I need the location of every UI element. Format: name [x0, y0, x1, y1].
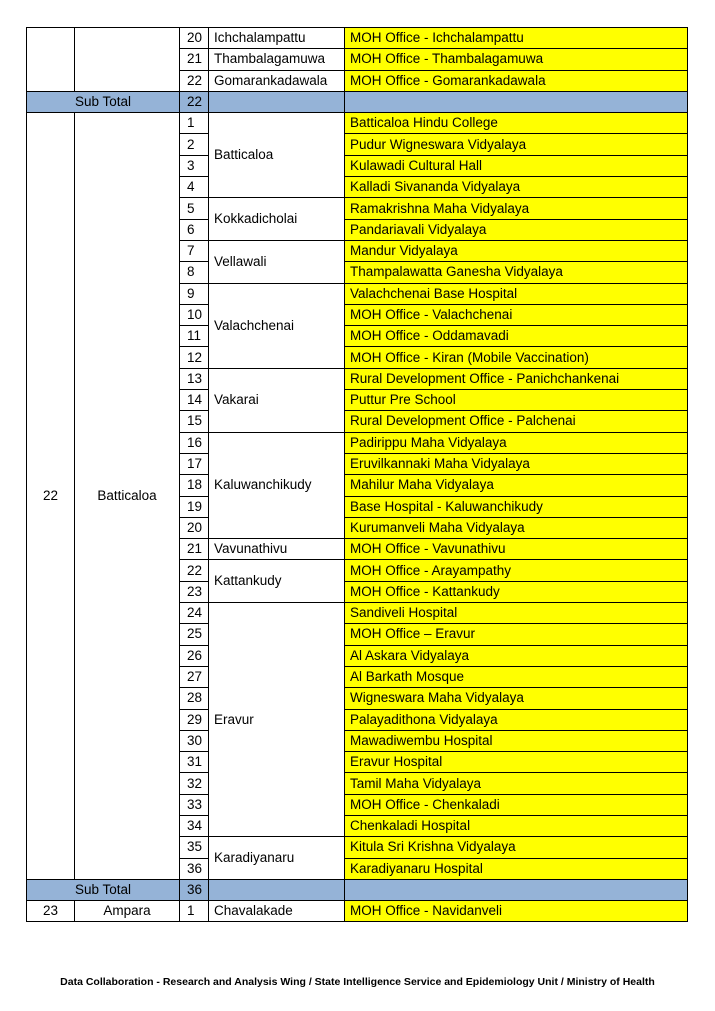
- vaccination-centre: Kulawadi Cultural Hall: [345, 155, 688, 176]
- vaccination-centre: MOH Office - Gomarankadawala: [345, 70, 688, 91]
- subtotal-empty: [345, 91, 688, 112]
- centre-number: 2: [180, 134, 209, 155]
- moh-area: Ichchalampattu: [209, 28, 345, 49]
- vaccination-centre: MOH Office - Arayampathy: [345, 560, 688, 581]
- centre-number: 3: [180, 155, 209, 176]
- centre-number: 20: [180, 28, 209, 49]
- centre-number: 30: [180, 730, 209, 751]
- vaccination-centre: Chenkaladi Hospital: [345, 815, 688, 836]
- vaccination-centre: Mahilur Maha Vidyalaya: [345, 475, 688, 496]
- moh-area: Valachchenai: [209, 283, 345, 368]
- vaccination-centre: MOH Office - Thambalagamuwa: [345, 49, 688, 70]
- vaccination-centre: Pandariavali Vidyalaya: [345, 219, 688, 240]
- vaccination-centre: Mawadiwembu Hospital: [345, 730, 688, 751]
- vaccination-centre: Kitula Sri Krishna Vidyalaya: [345, 837, 688, 858]
- moh-area: Chavalakade: [209, 901, 345, 922]
- centre-number: 21: [180, 49, 209, 70]
- centre-number: 19: [180, 496, 209, 517]
- centre-number: 31: [180, 752, 209, 773]
- subtotal-value: 22: [180, 91, 209, 112]
- centre-number: 36: [180, 858, 209, 879]
- centre-number: 5: [180, 198, 209, 219]
- moh-area: Eravur: [209, 603, 345, 837]
- centre-number: 13: [180, 368, 209, 389]
- vaccination-centre: Karadiyanaru Hospital: [345, 858, 688, 879]
- vaccination-centre: Ramakrishna Maha Vidyalaya: [345, 198, 688, 219]
- moh-area: Kattankudy: [209, 560, 345, 603]
- moh-area: Karadiyanaru: [209, 837, 345, 880]
- district-id: 22: [27, 113, 75, 880]
- vaccination-centre: Wigneswara Maha Vidyalaya: [345, 688, 688, 709]
- vaccination-centre: Rural Development Office - Panichchankenai: [345, 368, 688, 389]
- centre-number: 33: [180, 794, 209, 815]
- vaccination-centre: MOH Office - Kattankudy: [345, 581, 688, 602]
- vaccination-centre: MOH Office - Navidanveli: [345, 901, 688, 922]
- subtotal-value: 36: [180, 879, 209, 900]
- vaccination-centre: Mandur Vidyalaya: [345, 240, 688, 261]
- centre-number: 4: [180, 177, 209, 198]
- centre-number: 1: [180, 901, 209, 922]
- vaccination-centre: Palayadithona Vidyalaya: [345, 709, 688, 730]
- table-row: [27, 28, 688, 49]
- district-id: 23: [27, 901, 75, 922]
- vaccination-centre: Eruvilkannaki Maha Vidyalaya: [345, 453, 688, 474]
- centre-number: 24: [180, 603, 209, 624]
- subtotal-row: [27, 879, 688, 900]
- subtotal-label: Sub Total: [27, 91, 180, 112]
- centre-number: 16: [180, 432, 209, 453]
- centre-number: 15: [180, 411, 209, 432]
- centre-number: 8: [180, 262, 209, 283]
- district-cell: [75, 28, 180, 92]
- centre-number: 27: [180, 666, 209, 687]
- centre-number: 28: [180, 688, 209, 709]
- centre-number: 26: [180, 645, 209, 666]
- centre-number: 21: [180, 539, 209, 560]
- centre-number: 11: [180, 326, 209, 347]
- vaccination-centre: MOH Office - Ichchalampattu: [345, 28, 688, 49]
- moh-area: Thambalagamuwa: [209, 49, 345, 70]
- centre-number: 22: [180, 70, 209, 91]
- vaccination-centre: Eravur Hospital: [345, 752, 688, 773]
- moh-area: Kokkadicholai: [209, 198, 345, 241]
- vaccination-centre: Valachchenai Base Hospital: [345, 283, 688, 304]
- table-row: [27, 901, 688, 922]
- vaccination-centre: Padirippu Maha Vidyalaya: [345, 432, 688, 453]
- vaccination-centre: Kalladi Sivananda Vidyalaya: [345, 177, 688, 198]
- vaccination-centre: Al Barkath Mosque: [345, 666, 688, 687]
- vaccination-centre: Al Askara Vidyalaya: [345, 645, 688, 666]
- district-name: Batticaloa: [75, 113, 180, 880]
- centre-number: 23: [180, 581, 209, 602]
- centre-number: 6: [180, 219, 209, 240]
- vaccination-centre: MOH Office – Eravur: [345, 624, 688, 645]
- subtotal-empty: [209, 879, 345, 900]
- vaccination-centre: MOH Office - Valachchenai: [345, 304, 688, 325]
- vaccination-centre: MOH Office - Vavunathivu: [345, 539, 688, 560]
- footer-credit: Data Collaboration - Research and Analysis Wing / State Intelligence Service and Epidemiology Unit / Ministry of Health: [60, 976, 655, 988]
- subtotal-empty: [345, 879, 688, 900]
- vaccination-centre: Batticaloa Hindu College: [345, 113, 688, 134]
- vaccination-centre: MOH Office - Kiran (Mobile Vaccination): [345, 347, 688, 368]
- vaccination-centre: Base Hospital - Kaluwanchikudy: [345, 496, 688, 517]
- centre-number: 10: [180, 304, 209, 325]
- centre-number: 25: [180, 624, 209, 645]
- centre-number: 20: [180, 517, 209, 538]
- centre-number: 18: [180, 475, 209, 496]
- centre-number: 22: [180, 560, 209, 581]
- vaccination-centre: Kurumanveli Maha Vidyalaya: [345, 517, 688, 538]
- vaccination-centre: Tamil Maha Vidyalaya: [345, 773, 688, 794]
- subtotal-row: [27, 91, 688, 112]
- vaccination-centre: Thampalawatta Ganesha Vidyalaya: [345, 262, 688, 283]
- centre-number: 29: [180, 709, 209, 730]
- vaccination-centre: Puttur Pre School: [345, 390, 688, 411]
- table-row: [27, 113, 688, 134]
- subtotal-empty: [209, 91, 345, 112]
- district-name: Ampara: [75, 901, 180, 922]
- moh-area: Batticaloa: [209, 113, 345, 198]
- vaccination-centre: MOH Office - Oddamavadi: [345, 326, 688, 347]
- id-cell: [27, 28, 75, 92]
- vaccination-centre: MOH Office - Chenkaladi: [345, 794, 688, 815]
- subtotal-label: Sub Total: [27, 879, 180, 900]
- moh-area: Kaluwanchikudy: [209, 432, 345, 538]
- vaccination-centres-table: [26, 27, 688, 922]
- vaccination-centre: Rural Development Office - Palchenai: [345, 411, 688, 432]
- moh-area: Vellawali: [209, 240, 345, 283]
- centre-number: 9: [180, 283, 209, 304]
- moh-area: Gomarankadawala: [209, 70, 345, 91]
- vaccination-centre: Sandiveli Hospital: [345, 603, 688, 624]
- moh-area: Vakarai: [209, 368, 345, 432]
- centre-number: 7: [180, 240, 209, 261]
- vaccination-centre: Pudur Wigneswara Vidyalaya: [345, 134, 688, 155]
- moh-area: Vavunathivu: [209, 539, 345, 560]
- table-body: [27, 28, 688, 922]
- centre-number: 32: [180, 773, 209, 794]
- centre-number: 14: [180, 390, 209, 411]
- centre-number: 35: [180, 837, 209, 858]
- centre-number: 34: [180, 815, 209, 836]
- centre-number: 17: [180, 453, 209, 474]
- centre-number: 12: [180, 347, 209, 368]
- centre-number: 1: [180, 113, 209, 134]
